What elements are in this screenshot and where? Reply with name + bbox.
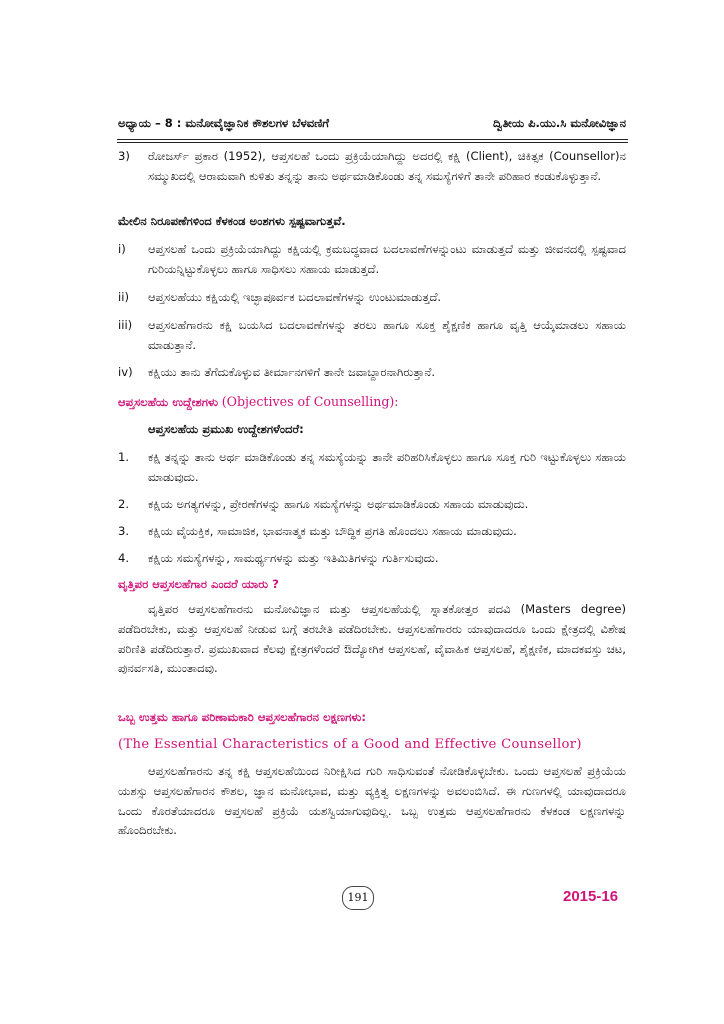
characteristics-paragraph: ಆಪ್ತಸಲಹೆಗಾರನು ತನ್ನ ಕಕ್ಷಿ ಆಪ್ತಸಲಹೆಯಿಂದ ನಿರೀಕ್ಷಿಸಿದ ಗುರಿ ಸಾಧಿಸುವಂತೆ ನೋಡಿಕೊಳ್ಳಬೇಕು. ಒಂದು ಆಪ್ತಸಲಹೆ ಪ್ರಕ್ರಿಯೆಯ ಯಶಸ್ಸು ಆಪ್ತಸಲಹೆಗಾರನ ಕೌಶಲ, ಜ್ಞಾನ ಮನೋಭಾವ, ಮತ್ತು ವ್ಯಕ್ತಿತ್ವ ಲಕ್ಷಣಗಳನ್ನು ಅವಲಂಬಿಸಿದೆ. ಈ ಗುಣಗಳಲ್ಲಿ ಯಾವುದಾದರೂ ಒಂದು ಕೊರತೆಯಾದರೂ ಆಪ್ತಸಲಹೆ ಪ್ರಕ್ರಿಯೆ ಯಶಸ್ವಿಯಾಗುವುದಿಲ್ಲ. ಒಬ್ಬ ಉತ್ತಮ ಆಪ್ತಸಲಹೆಗಾರನು ಕೆಳಕಂಡ ಲಕ್ಷಣಗಳನ್ನು ಹೊಂದಿರಬೇಕು. <box>118 764 626 838</box>
point-text: ಕಕ್ಷಿಯು ತಾನು ತೆಗೆದುಕೊಳ್ಳುವ ತೀರ್ಮಾನಗಳಿಗೆ ತಾನೇ ಜವಾಬ್ದಾರನಾಗಿರುತ್ತಾನೆ. <box>148 365 436 379</box>
objective-text: ಕಕ್ಷಿಯ ವೈಯಕ್ತಿಕ, ಸಾಮಾಜಿಕ, ಭಾವನಾತ್ಮಕ ಮತ್ತು ಬೌದ್ಧಿಕ ಪ್ರಗತಿ ಹೊಂದಲು ಸಹಾಯ ಮಾಡುವುದು. <box>148 524 517 538</box>
definition-paragraph: ರೋಜರ್ಸ್ ಪ್ರಕಾರ (1952), ಆಪ್ತಸಲಹೆ ಒಂದು ಪ್ರಕ್ರಿಯೆಯಾಗಿದ್ದು ಅದರಲ್ಲಿ ಕಕ್ಷಿ (Client), ಚಿಕಿತ್ಸಕ (Counsellor)ನ ಸಮ್ಮುಖದಲ್ಲಿ ಆರಾಮವಾಗಿ ಕುಳಿತು ತನ್ನನ್ನು ತಾನು ಅರ್ಥಮಾಡಿಕೊಂಡು ತನ್ನ ಸಮಸ್ಯೆಗಳಿಗೆ ತಾನೇ ಪರಿಹಾರ ಕಂಡುಕೊಳ್ಳುತ್ತಾನೆ. <box>148 149 626 183</box>
page-number: 191 <box>342 886 374 910</box>
running-header <box>118 116 626 138</box>
header-rule <box>117 139 628 140</box>
summary-heading: ಮೇಲಿನ ನಿರೂಪಣೆಗಳಿಂದ ಕೆಳಕಂಡ ಅಂಶಗಳು ಸ್ಪಷ್ಟವಾಗುತ್ತವೆ. <box>118 214 346 228</box>
objective-number: 2. <box>118 497 130 511</box>
point-number: ii) <box>118 290 129 304</box>
objective-text: ಕಕ್ಷಿಯ ಅಗತ್ಯಗಳನ್ನು, ಪ್ರೇರಣೆಗಳನ್ನು ಹಾಗೂ ಸಮಸ್ಯೆಗಳನ್ನು ಅರ್ಥಮಾಡಿಕೊಂಡು ಸಹಾಯ ಮಾಡುವುದು. <box>148 497 529 511</box>
characteristics-heading-en: (The Essential Characteristics of a Good and Effective Counsellor) <box>118 737 582 752</box>
chapter-title: ಅಧ್ಯಾಯ – 8 : ಮನೋವೈಜ್ಞಾನಿಕ ಕೌಶಲಗಳ ಬೆಳವಣಿಗೆ <box>118 116 329 130</box>
objective-text: ಕಕ್ಷಿ ತನ್ನನ್ನು ತಾನು ಅರ್ಥ ಮಾಡಿಕೊಂಡು ತನ್ನ ಸಮಸ್ಯೆಯನ್ನು ತಾನೇ ಪರಿಹರಿಸಿಕೊಳ್ಳಲು ಹಾಗೂ ಸೂಕ್ತ ಗುರಿ ಇಟ್ಟುಕೊಳ್ಳಲು ಸಹಾಯ ಮಾಡುವುದು. <box>148 450 626 484</box>
characteristics-heading: ಒಬ್ಬ ಉತ್ತಮ ಹಾಗೂ ಪರಿಣಾಮಕಾರಿ ಆಪ್ತಸಲಹೆಗಾರನ ಲಕ್ಷಣಗಳು: <box>118 710 366 724</box>
objective-number: 1. <box>118 450 130 464</box>
objective-number: 3. <box>118 524 130 538</box>
header-rule-thin <box>117 142 628 143</box>
objectives-heading-en: (Objectives of Counselling): <box>221 394 399 409</box>
objectives-subheading: ಆಪ್ತಸಲಹೆಯ ಪ್ರಮುಖ ಉದ್ದೇಶಗಳೆಂದರೆ: <box>148 422 304 436</box>
edition-year: 2015-16 <box>563 888 619 905</box>
point-text: ಆಪ್ತಸಲಹೆ ಒಂದು ಪ್ರಕ್ರಿಯೆಯಾಗಿದ್ದು ಕಕ್ಷಿಯಲ್ಲಿ ಕ್ರಮಬದ್ಧವಾದ ಬದಲಾವಣೆಗಳನ್ನುಂಟು ಮಾಡುತ್ತದೆ ಮತ್ತು ಜೀವನದಲ್ಲಿ ಸ್ಪಷ್ಟವಾದ ಗುರಿಯನ್ನಿಟ್ಟುಕೊಳ್ಳಲು ಹಾಗೂ ಸಾಧಿಸಲು ಸಹಾಯ ಮಾಡುತ್ತದೆ. <box>148 242 626 276</box>
professional-paragraph: ವೃತ್ತಿಪರ ಆಪ್ತಸಲಹೆಗಾರನು ಮನೋವಿಜ್ಞಾನ ಮತ್ತು ಆಪ್ತಸಲಹೆಯಲ್ಲಿ ಸ್ನಾತಕೋತ್ತರ ಪದವಿ (Masters degree) ಪಡೆದಿರಬೇಕು, ಮತ್ತು ಆಪ್ತಸಲಹೆ ನೀಡುವ ಬಗ್ಗೆ ತರಬೇತಿ ಪಡೆದಿರಬೇಕು. ಆಪ್ತಸಲಹೆಗಾರರು ಯಾವುದಾದರೂ ಒಂದು ಕ್ಷೇತ್ರದಲ್ಲಿ ವಿಶೇಷ ಪರಿಣಿತಿ ಪಡೆದಿರುತ್ತಾರೆ. ಪ್ರಮುಖವಾದ ಕೆಲವು ಕ್ಷೇತ್ರಗಳೆಂದರೆ ಔದ್ಯೋಗಿಕ ಆಪ್ತಸಲಹೆ, ವೈವಾಹಿಕ ಆಪ್ತಸಲಹೆ, ಶೈಕ್ಷಣಿಕ, ಮಾದಕವಸ್ತು ಚಟ, ಪುನರ್ವಸತಿ, ಮುಂತಾದವು. <box>118 602 626 676</box>
book-title: ದ್ವಿತೀಯ ಪಿ.ಯು.ಸಿ ಮನೋವಿಜ್ಞಾನ <box>492 116 626 130</box>
objective-number: 4. <box>118 551 130 565</box>
item-number: 3) <box>118 149 130 163</box>
objectives-heading <box>118 392 626 413</box>
objectives-heading-kn: ಆಪ್ತಸಲಹೆಯ ಉದ್ದೇಶಗಳು <box>118 395 219 409</box>
point-number: iii) <box>118 318 133 332</box>
professional-heading: ವೃತ್ತಿಪರ ಆಪ್ತಸಲಹೆಗಾರ ಎಂದರೆ ಯಾರು ? <box>118 577 279 591</box>
point-text: ಆಪ್ತಸಲಹೆಗಾರನು ಕಕ್ಷಿ ಬಯಸಿದ ಬದಲಾವಣೆಗಳನ್ನು ತರಲು ಹಾಗೂ ಸೂಕ್ತ ಶೈಕ್ಷಣಿಕ ಹಾಗೂ ವೃತ್ತಿ ಆಯ್ಕೆಮಾಡಲು ಸಹಾಯ ಮಾಡುತ್ತಾನೆ. <box>148 318 626 352</box>
point-number: iv) <box>118 365 133 379</box>
point-text: ಆಪ್ತಸಲಹೆಯು ಕಕ್ಷಿಯಲ್ಲಿ ಇಚ್ಛಾಪೂರ್ವಕ ಬದಲಾವಣೆಗಳನ್ನು ಉಂಟುಮಾಡುತ್ತದೆ. <box>148 290 442 304</box>
objective-text: ಕಕ್ಷಿಯ ಸಮಸ್ಯೆಗಳನ್ನು, ಸಾಮರ್ಥ್ಯಗಳನ್ನು ಮತ್ತು ಇತಿಮಿತಿಗಳನ್ನು ಗುರ್ತಿಸುವುದು. <box>148 551 439 565</box>
point-number: i) <box>118 242 126 256</box>
